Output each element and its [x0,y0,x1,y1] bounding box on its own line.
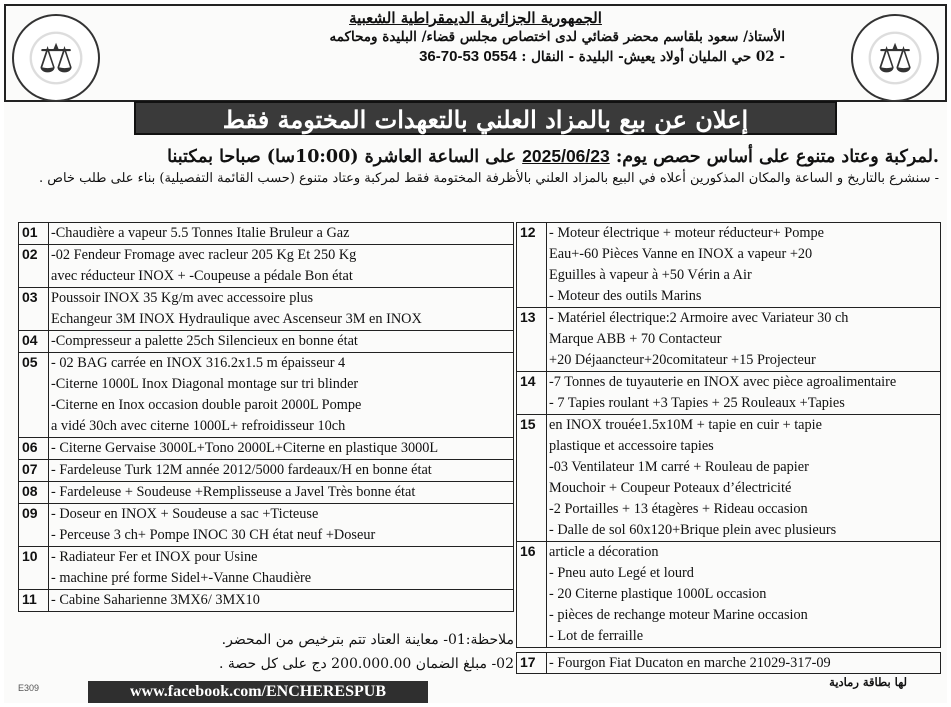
lot-line: - 20 Citerne plastique 1000L occasion [549,586,767,602]
lot-line: Poussoir INOX 35 Kg/m avec accessoire plus [51,290,314,306]
lot-line: - pièces de rechange moteur Marine occasion [549,607,808,623]
lot-number: 01 [19,223,49,244]
lot-line: -7 Tonnes de tuyauterie en INOX avec pièce agroalimentaire [549,374,897,390]
lot-row [517,415,940,542]
lots-table-right [516,222,941,648]
lot-line: Eau+-60 Pièces Vanne en INOX a vapeur +20 [549,246,813,262]
notes [84,628,514,676]
bailiff-name: الأستاذ/ سعود بلقاسم محضر قضائي لدى اختصاص مجلس قضاء/ البليدة ومحاكمه [329,29,785,45]
lot-line: -03 Ventilateur 1M carré + Rouleau de papier [549,459,809,475]
lot-row [516,652,941,674]
lot-line: - Citerne Gervaise 3000L+Tono 2000L+Citerne en plastique 3000L [51,440,439,456]
lots-table-left [18,222,514,612]
phone-number: 0554 53-70-36 [419,48,517,65]
intro-paragraph: - سنشرع بالتاريخ و الساعة والمكان المذكورين أعلاه في البيع بالمزاد العلني بالأظرفة المختومة فقط لمركبة وعتاد متنوع (حسب القائمة التفصيلية) بناء على طلب خاص . [38,171,939,186]
lot-line: - Perceuse 3 ch+ Pompe INOC 30 CH état neuf +Doseur [51,527,376,543]
lot-line: -2 Portailles + 13 étagères + Rideau occasion [549,501,808,517]
lot-row [19,590,513,612]
lot-line: -Chaudière a vapeur 5.5 Tonnes Italie Bruleur a Gaz [51,225,350,241]
lot-description [49,547,513,589]
lot-description [547,542,940,647]
lot-number: 13 [517,308,547,371]
lot-number: 09 [19,504,49,546]
republic-title: الجمهورية الجزائرية الديمقراطية الشعبية [349,9,602,27]
lot-line: -Citerne 1000L Inox Diagonal montage sur tri blinder [51,376,359,392]
lot-line: en INOX trouée1.5x10M + tapie en cuir + tapie [549,417,822,433]
lot-line: - Fardeleuse Turk 12M année 2012/5000 fardeaux/H en bonne état [51,462,432,478]
lot-number: 14 [517,372,547,414]
lot-description [49,504,513,546]
lot-number: 12 [517,223,547,307]
lot-line: - Doseur en INOX + Soudeuse a sac +Ticteuse [51,506,319,522]
lot-description [49,438,513,459]
lot-line: -Compresseur a palette 25ch Silencieux en bonne état [51,333,358,349]
lot-line: Eguilles à vapeur à +50 Vérin a Air [549,267,752,283]
lot-line: - Lot de ferraille [549,628,644,644]
lot-description [49,245,513,287]
sale-announcement: .لمركبة وعتاد متنوع على أساس حصص يوم: 2025/06/23 على الساعة العاشرة (10:00سا) صباحا بمكتبنا [167,146,939,167]
lot-line: - Moteur électrique + moteur réducteur+ Pompe [549,225,824,241]
lot-line: - machine pré forme Sidel+-Vanne Chaudière [51,570,312,586]
lot-line: - Moteur des outils Marins [549,288,702,304]
lot-number: 11 [19,590,49,611]
facebook-link[interactable]: www.facebook.com/ENCHERESPUB [88,681,428,703]
lot-description [49,482,513,503]
note-inspection: ملاحظة:01- معاينة العتاد تتم بترخيص من المحضر. [221,632,514,648]
lot-line: a vidé 30ch avec citerne 1000L+ refroidisseur 10ch [51,418,346,434]
lot-row [19,223,513,245]
lot-line: - Dalle de sol 60x120+Brique plein avec plusieurs [549,522,837,538]
lot-line: - Pneu auto Legé et lourd [549,565,694,581]
lot-number: 04 [19,331,49,352]
lot-number: 08 [19,482,49,503]
lot-number: 07 [19,460,49,481]
lot-number: 03 [19,288,49,330]
lot-line: - Matériel électrique:2 Armoire avec Variateur 30 ch [549,310,849,326]
lot-line: avec réducteur INOX + -Coupeuse a pédale Bon état [51,268,353,284]
lot-description [49,590,513,611]
lot-row [19,482,513,504]
lot-number: 10 [19,547,49,589]
lot-description [49,331,513,352]
lot-description [547,308,940,371]
lot-line: -02 Fendeur Fromage avec racleur 205 Kg Et 250 Kg [51,247,357,263]
lot-row [19,288,513,331]
lot-line: - 02 BAG carrée en INOX 316.2x1.5 m épaisseur 4 [51,355,346,371]
lot-description [49,288,513,330]
lot-row [517,542,940,648]
lot-description [547,415,940,541]
lot-line: Mouchoir + Coupeur Poteaux d’électricité [549,480,792,496]
lot-row [517,372,940,415]
lot-line: +20 Déjaancteur+20comitateur +15 Projecteur [549,352,816,368]
justice-seal-icon [12,14,100,102]
note-deposit: 02- مبلغ الضمان 200.000.00 دج على كل حصة . [218,656,514,672]
lot-line: - 7 Tapies roulant +3 Tapies + 25 Rouleaux +Tapies [549,395,845,411]
lot-number: 17 [517,653,547,673]
lot-description [547,372,940,414]
lot-row [19,547,513,590]
lot-description: - Fourgon Fiat Ducaton en marche 21029-317-09 [549,655,831,671]
lot-number: 02 [19,245,49,287]
lot-17-note: لها بطاقة رمادية [829,675,907,689]
lot-line: - Radiateur Fer et INOX pour Usine [51,549,258,565]
lot-line: article a décoration [549,544,659,560]
lot-line: plastique et accessoire tapies [549,438,714,454]
sale-date: 2025/06/23 [522,146,610,166]
bailiff-address: - 02 حي المليان أولاد يعيش- البليدة - النقال : 0554 53-70-36 [419,48,785,65]
lot-description [547,223,940,307]
lot-description [49,223,513,244]
lot-number: 06 [19,438,49,459]
lot-row [19,438,513,460]
auction-notice [4,4,947,703]
reference-code: E309 [18,683,40,693]
lot-description [49,460,513,481]
lot-row [19,460,513,482]
lot-row [19,504,513,547]
lot-row [517,308,940,372]
lot-number: 15 [517,415,547,541]
lot-row [19,245,513,288]
notice-banner: إعلان عن بيع بالمزاد العلني بالتعهدات المختومة فقط [134,101,837,135]
lot-row [19,331,513,353]
lot-line: - Fardeleuse + Soudeuse +Remplisseuse a Javel Très bonne état [51,484,416,500]
lot-number: 05 [19,353,49,437]
lot-line: -Citerne en Inox occasion double paroit 2000L Pompe [51,397,362,413]
lot-row [19,353,513,438]
justice-seal-icon [851,14,939,102]
lot-description [49,353,513,437]
lot-line: Echangeur 3M INOX Hydraulique avec Ascenseur 3M en INOX [51,311,422,327]
lot-number: 16 [517,542,547,647]
lot-row [517,223,940,308]
lot-line: - Cabine Saharienne 3MX6/ 3MX10 [51,592,260,608]
lot-line: Marque ABB + 70 Contacteur [549,331,722,347]
notice-header [4,4,947,102]
